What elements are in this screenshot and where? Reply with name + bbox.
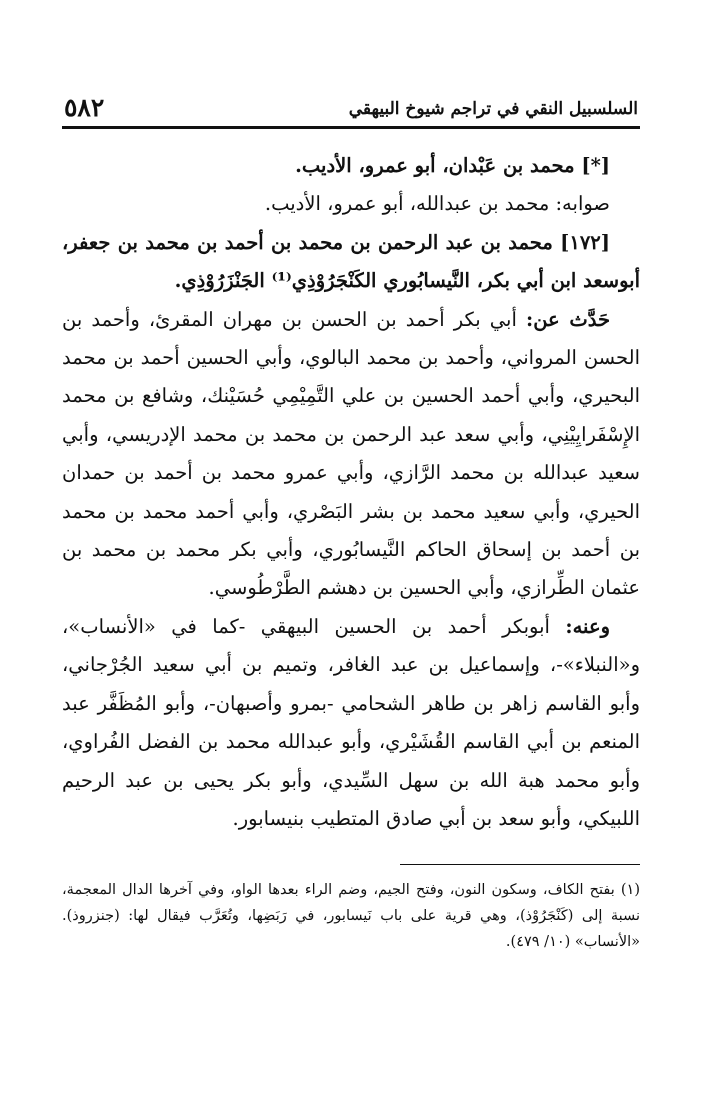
footnote-1: (١) بفتح الكاف، وسكون النون، وفتح الجيم، وضم الراء بعدها الواو، وفي آخرها الدال المعجمة، نسبة إلى (كَنْجَرُوْذ)، وهي قرية على باب نَيسابور، في رَبَضِها، وتُعَرَّب فيقال لها: (جنزروذ). «الأنساب» (١٠/ ٤٧٩). [62,882,640,951]
book-page [62,82,640,955]
wa-anhu-paragraph [62,608,640,838]
correction-line: صوابه: محمد بن عبدالله، أبو عمرو، الأديب. [264,192,610,216]
footnote-rule [400,864,640,865]
running-title: السلسبيل النقي في تراجم شيوخ البيهقي [348,99,638,119]
page-header [62,82,640,120]
star-entry-heading: [*] محمد بن عَبْدان، أبو عمرو، الأديب. [295,154,610,177]
header-rule [62,126,640,129]
wa-anhu-label: وعنه: [565,614,610,638]
haddatha-label: حَدَّث عن: [526,307,610,331]
wa-anhu-text: أبوبكر أحمد بن الحسين البيهقي -كما في «الأنساب»، و«النبلاء»-، وإسماعيل بن عبد الغافر، وتميم بن أبي سعيد الجُرْجاني، وأبو القاسم زاهر بن طاهر الشحامي -بمرو وأصبهان-، وأبو المُظَفَّر عبد المنعم بن أبي القاسم القُشَيْري، وأبو عبدالله محمد بن الفضل الفُراوي، وأبو محمد هبة الله بن سهل السِّيدي، وأبو بكر يحيى بن عبد الرحيم اللبيكي، وأبو سعد بن أبي صادق المتطيب بنيسابور. [62,614,640,830]
page-number: ٥٨٢ [64,93,105,122]
haddatha-text: أبي بكر أحمد بن الحسن بن مهران المقرئ، وأحمد بن الحسن المرواني، وأحمد بن محمد البالوي، وأبي الحسين أحمد بن محمد البحيري، وأبي أحمد الحسين بن علي التَّمِيْمِي حُسَيْنك، وشافع بن محمد الإِسْفَرايِيْنِي، وأبي سعد عبد الرحمن بن محمد بن محمد الإدريسي، وأبي سعيد عبدالله بن محمد الرَّازي، وأبي عمرو محمد بن أحمد بن حمدان الحيري، وأبي سعيد محمد بن بشر البَصْري، وأبي أحمد محمد بن محمد بن أحمد بن إسحاق الحاكم النَّيسابُوري، وأبي بكر محمد بن محمد بن عثمان الطِّرازي، وأبي الحسين بن دهشم الطَّرْطُوسي. [62,307,641,600]
bio-172-heading: [١٧٢] محمد بن عبد الرحمن بن محمد بن أحمد بن محمد بن جعفر، أبوسعد ابن أبي بكر، النَّيسابُوري الكَنْجَرُوْذِي⁽¹⁾ الجَنْزَرُوْذِي. [62,230,640,293]
footnotes [62,877,640,955]
body-text [62,147,640,838]
haddatha-paragraph [62,301,640,608]
